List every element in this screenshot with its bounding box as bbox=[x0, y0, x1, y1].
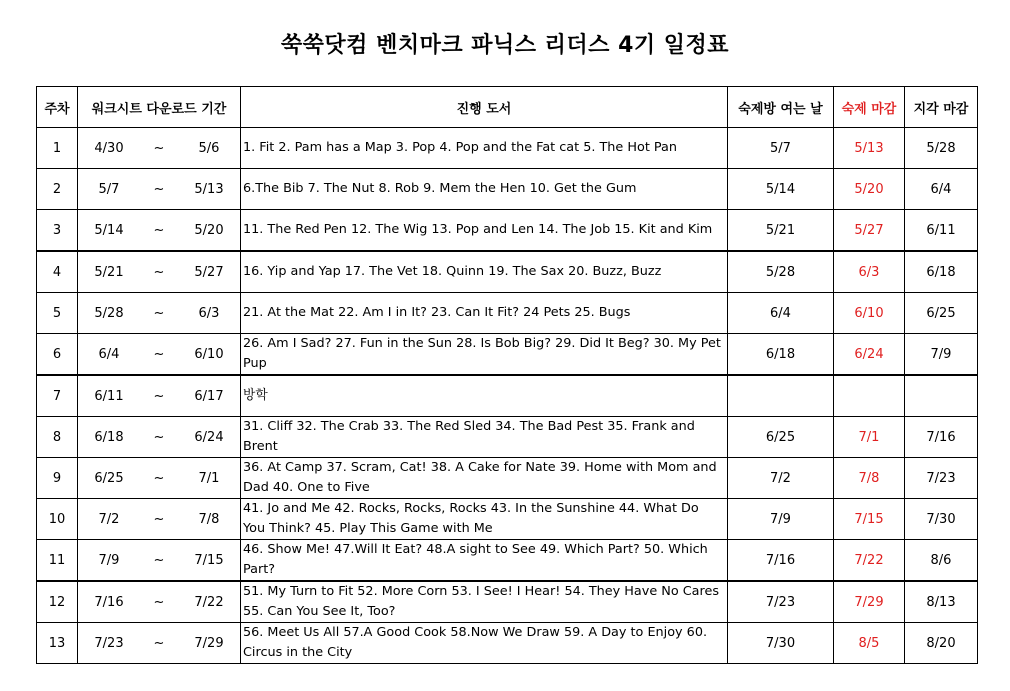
table-row bbox=[37, 375, 978, 417]
download-period-cell bbox=[78, 375, 241, 417]
late-deadline-cell: 6/18 bbox=[905, 251, 978, 293]
tilde: ~ bbox=[153, 222, 165, 238]
deadline-cell: 7/29 bbox=[834, 581, 905, 623]
table-row bbox=[37, 581, 978, 623]
late-deadline-cell: 8/20 bbox=[905, 623, 978, 664]
download-period-cell bbox=[78, 293, 241, 334]
books-cell: 6.The Bib 7. The Nut 8. Rob 9. Mem the Hen 10. Get the Gum bbox=[241, 169, 728, 210]
download-end: 7/1 bbox=[198, 470, 220, 486]
week-cell: 10 bbox=[37, 499, 78, 540]
download-period-cell bbox=[78, 251, 241, 293]
deadline-cell: 6/3 bbox=[834, 251, 905, 293]
table-row bbox=[37, 334, 978, 376]
books-cell: 26. Am I Sad? 27. Fun in the Sun 28. Is Bob Big? 29. Did It Beg? 30. My Pet Pup bbox=[241, 334, 728, 376]
download-start: 6/18 bbox=[94, 429, 124, 445]
download-end: 6/24 bbox=[194, 429, 224, 445]
download-period-cell bbox=[78, 128, 241, 169]
download-end: 6/3 bbox=[198, 305, 220, 321]
tilde: ~ bbox=[153, 181, 165, 197]
week-cell: 9 bbox=[37, 458, 78, 499]
open-date-cell bbox=[728, 375, 834, 417]
books-cell: 21. At the Mat 22. Am I in It? 23. Can It Fit? 24 Pets 25. Bugs bbox=[241, 293, 728, 334]
books-cell: 51. My Turn to Fit 52. More Corn 53. I See! I Hear! 54. They Have No Cares 55. Can You See It, Too? bbox=[241, 581, 728, 623]
late-deadline-cell bbox=[905, 375, 978, 417]
week-cell: 3 bbox=[37, 210, 78, 252]
download-start: 6/4 bbox=[98, 346, 120, 362]
table-row bbox=[37, 128, 978, 169]
header-books: 진행 도서 bbox=[241, 87, 728, 128]
late-deadline-cell: 8/6 bbox=[905, 540, 978, 582]
download-start: 5/14 bbox=[94, 222, 124, 238]
week-cell: 5 bbox=[37, 293, 78, 334]
deadline-cell: 7/1 bbox=[834, 417, 905, 458]
download-end: 7/29 bbox=[194, 635, 224, 651]
download-start: 7/16 bbox=[94, 594, 124, 610]
late-deadline-cell: 7/16 bbox=[905, 417, 978, 458]
deadline-cell bbox=[834, 375, 905, 417]
download-period-cell bbox=[78, 417, 241, 458]
open-date-cell: 7/2 bbox=[728, 458, 834, 499]
open-date-cell: 6/18 bbox=[728, 334, 834, 376]
late-deadline-cell: 7/9 bbox=[905, 334, 978, 376]
books-cell: 56. Meet Us All 57.A Good Cook 58.Now We Draw 59. A Day to Enjoy 60. Circus in the City bbox=[241, 623, 728, 664]
download-period-cell bbox=[78, 581, 241, 623]
download-end: 5/20 bbox=[194, 222, 224, 238]
open-date-cell: 5/21 bbox=[728, 210, 834, 252]
deadline-cell: 7/22 bbox=[834, 540, 905, 582]
tilde: ~ bbox=[153, 470, 165, 486]
download-start: 5/21 bbox=[94, 264, 124, 280]
download-start: 5/7 bbox=[98, 181, 120, 197]
download-start: 7/9 bbox=[98, 552, 120, 568]
books-cell: 16. Yip and Yap 17. The Vet 18. Quinn 19. The Sax 20. Buzz, Buzz bbox=[241, 251, 728, 293]
deadline-cell: 5/13 bbox=[834, 128, 905, 169]
open-date-cell: 6/25 bbox=[728, 417, 834, 458]
download-period-cell bbox=[78, 210, 241, 252]
tilde: ~ bbox=[153, 594, 165, 610]
download-end: 6/17 bbox=[194, 388, 224, 404]
books-cell: 46. Show Me! 47.Will It Eat? 48.A sight to See 49. Which Part? 50. Which Part? bbox=[241, 540, 728, 582]
table-row bbox=[37, 458, 978, 499]
late-deadline-cell: 5/28 bbox=[905, 128, 978, 169]
week-cell: 1 bbox=[37, 128, 78, 169]
schedule-table bbox=[36, 86, 978, 664]
books-cell: 36. At Camp 37. Scram, Cat! 38. A Cake for Nate 39. Home with Mom and Dad 40. One to Five bbox=[241, 458, 728, 499]
open-date-cell: 7/16 bbox=[728, 540, 834, 582]
download-start: 4/30 bbox=[94, 140, 124, 156]
late-deadline-cell: 6/4 bbox=[905, 169, 978, 210]
download-end: 6/10 bbox=[194, 346, 224, 362]
tilde: ~ bbox=[153, 346, 165, 362]
deadline-cell: 5/27 bbox=[834, 210, 905, 252]
open-date-cell: 7/9 bbox=[728, 499, 834, 540]
week-cell: 2 bbox=[37, 169, 78, 210]
late-deadline-cell: 6/25 bbox=[905, 293, 978, 334]
week-cell: 8 bbox=[37, 417, 78, 458]
download-end: 5/27 bbox=[194, 264, 224, 280]
download-start: 6/25 bbox=[94, 470, 124, 486]
late-deadline-cell: 6/11 bbox=[905, 210, 978, 252]
table-row bbox=[37, 417, 978, 458]
table-row bbox=[37, 540, 978, 582]
download-end: 7/15 bbox=[194, 552, 224, 568]
header-download: 워크시트 다운로드 기간 bbox=[78, 87, 241, 128]
download-period-cell bbox=[78, 540, 241, 582]
tilde: ~ bbox=[153, 552, 165, 568]
week-cell: 4 bbox=[37, 251, 78, 293]
week-cell: 13 bbox=[37, 623, 78, 664]
download-start: 5/28 bbox=[94, 305, 124, 321]
table-row bbox=[37, 293, 978, 334]
tilde: ~ bbox=[153, 305, 165, 321]
late-deadline-cell: 7/30 bbox=[905, 499, 978, 540]
tilde: ~ bbox=[153, 140, 165, 156]
late-deadline-cell: 7/23 bbox=[905, 458, 978, 499]
download-period-cell bbox=[78, 458, 241, 499]
books-cell: 11. The Red Pen 12. The Wig 13. Pop and Len 14. The Job 15. Kit and Kim bbox=[241, 210, 728, 252]
download-period-cell bbox=[78, 623, 241, 664]
table-row bbox=[37, 251, 978, 293]
page-title: 쑥쑥닷컴 벤치마크 파닉스 리더스 4기 일정표 bbox=[280, 33, 730, 58]
books-cell: 41. Jo and Me 42. Rocks, Rocks, Rocks 43. In the Sunshine 44. What Do You Think? 45. Play This Game with Me bbox=[241, 499, 728, 540]
open-date-cell: 5/28 bbox=[728, 251, 834, 293]
late-deadline-cell: 8/13 bbox=[905, 581, 978, 623]
header-late: 지각 마감 bbox=[905, 87, 978, 128]
header-open: 숙제방 여는 날 bbox=[728, 87, 834, 128]
download-end: 5/6 bbox=[198, 140, 220, 156]
download-start: 7/23 bbox=[94, 635, 124, 651]
download-end: 7/22 bbox=[194, 594, 224, 610]
tilde: ~ bbox=[153, 264, 165, 280]
header-row bbox=[37, 87, 978, 128]
download-period-cell bbox=[78, 499, 241, 540]
deadline-cell: 8/5 bbox=[834, 623, 905, 664]
tilde: ~ bbox=[153, 429, 165, 445]
tilde: ~ bbox=[153, 635, 165, 651]
deadline-cell: 5/20 bbox=[834, 169, 905, 210]
deadline-cell: 6/10 bbox=[834, 293, 905, 334]
header-week: 주차 bbox=[37, 87, 78, 128]
week-cell: 7 bbox=[37, 375, 78, 417]
deadline-cell: 7/15 bbox=[834, 499, 905, 540]
download-period-cell bbox=[78, 334, 241, 376]
download-end: 7/8 bbox=[198, 511, 220, 527]
table-row bbox=[37, 210, 978, 252]
deadline-cell: 6/24 bbox=[834, 334, 905, 376]
table-row bbox=[37, 623, 978, 664]
download-start: 7/2 bbox=[98, 511, 120, 527]
open-date-cell: 5/7 bbox=[728, 128, 834, 169]
download-period-cell bbox=[78, 169, 241, 210]
table-row bbox=[37, 169, 978, 210]
tilde: ~ bbox=[153, 511, 165, 527]
header-deadline: 숙제 마감 bbox=[834, 87, 905, 128]
download-end: 5/13 bbox=[194, 181, 224, 197]
open-date-cell: 7/23 bbox=[728, 581, 834, 623]
open-date-cell: 6/4 bbox=[728, 293, 834, 334]
download-start: 6/11 bbox=[94, 388, 124, 404]
tilde: ~ bbox=[153, 388, 165, 404]
week-cell: 6 bbox=[37, 334, 78, 376]
books-cell: 31. Cliff 32. The Crab 33. The Red Sled 34. The Bad Pest 35. Frank and Brent bbox=[241, 417, 728, 458]
open-date-cell: 5/14 bbox=[728, 169, 834, 210]
books-cell: 1. Fit 2. Pam has a Map 3. Pop 4. Pop and the Fat cat 5. The Hot Pan bbox=[241, 128, 728, 169]
table-row bbox=[37, 499, 978, 540]
open-date-cell: 7/30 bbox=[728, 623, 834, 664]
week-cell: 12 bbox=[37, 581, 78, 623]
deadline-cell: 7/8 bbox=[834, 458, 905, 499]
week-cell: 11 bbox=[37, 540, 78, 582]
books-cell: 방학 bbox=[241, 375, 728, 417]
